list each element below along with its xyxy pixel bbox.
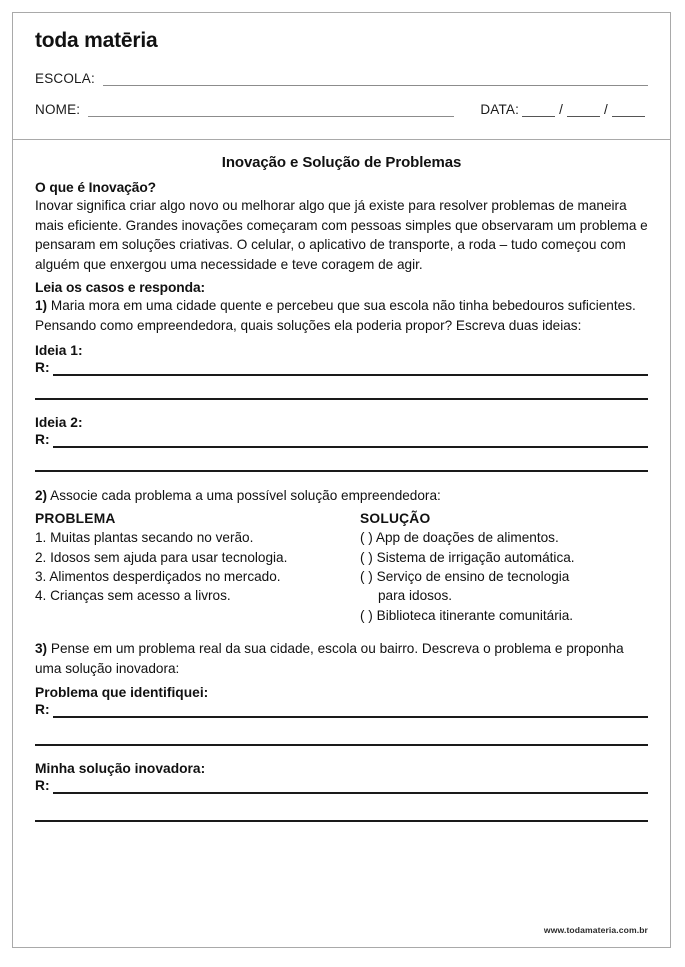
data-field-group: [480, 102, 648, 117]
problem-item: 3. Alimentos desperdiçados no mercado.: [35, 568, 281, 584]
data-year-input-line[interactable]: [612, 103, 645, 117]
escola-input-line[interactable]: [103, 72, 648, 86]
question-3-text: Pense em um problema real da sua cidade, escola ou bairro. Descreva o problema e proponha uma solução inovadora:: [35, 641, 624, 676]
identified-problem-answer-prefix: R:: [35, 702, 50, 718]
footer-url: www.todamateria.com.br: [543, 925, 648, 935]
problem-item: 4. Crianças sem acesso a livros.: [35, 588, 231, 604]
innovative-solution-answer-line-2[interactable]: [35, 820, 648, 822]
problem-column: [35, 511, 360, 625]
solution-item-text: App de doações de alimentos.: [375, 530, 559, 546]
question-1-number: 1): [35, 298, 48, 314]
solution-item[interactable]: [360, 606, 648, 625]
section-heading: Leia os casos e responda:: [35, 280, 206, 296]
identified-problem-label: Problema que identifiquei:: [35, 685, 209, 701]
innovative-solution-answer-line-1[interactable]: [53, 778, 648, 794]
solution-checkbox[interactable]: ( ): [360, 568, 373, 584]
solution-item-text: Sistema de irrigação automática.: [376, 549, 575, 565]
idea-1-label: Ideia 1:: [35, 342, 83, 358]
solution-column: [360, 511, 648, 625]
identified-problem-answer-row: [35, 702, 648, 718]
matching-exercise: [35, 511, 648, 625]
page-title: Inovação e Solução de Problemas: [221, 154, 462, 171]
intro-paragraph: Inovar significa criar algo novo ou melhorar algo que já existe para resolver problemas de maneira mais eficiente. Grandes inovações começaram com pessoas simples que observaram um problema e pensaram em soluções criativas. O celular, o aplicativo de transporte, a roda – tudo começou com alguém que enxergou uma necessidade e teve coragem de agir.: [35, 198, 648, 272]
question-1: [35, 296, 648, 335]
solution-checkbox[interactable]: ( ): [360, 530, 373, 546]
date-separator-2: /: [604, 102, 608, 117]
idea-2-answer-row: [35, 432, 648, 448]
problem-item: 1. Muitas plantas secando no verão.: [35, 530, 254, 546]
question-1-text: Maria mora em uma cidade quente e percebeu que sua escola não tinha bebedouros suficientes. Pensando como empreendedora, quais soluções ela poderia propor? Escreva duas ideias:: [35, 298, 636, 333]
date-separator-1: /: [559, 102, 564, 117]
idea-1-answer-row: [35, 360, 648, 376]
intro-heading: O que é Inovação?: [35, 180, 156, 195]
solution-column-header: SOLUÇÃO: [360, 511, 431, 527]
problem-item: 2. Idosos sem ajuda para usar tecnologia.: [35, 549, 288, 565]
data-day-input-line[interactable]: [522, 103, 555, 117]
idea-1-answer-line-1[interactable]: [53, 360, 648, 376]
nome-input-line[interactable]: [88, 103, 454, 117]
worksheet-body: [13, 140, 670, 822]
innovative-solution-answer-row: [35, 778, 648, 794]
idea-2-answer-prefix: R:: [35, 431, 50, 447]
idea-2-answer-line-1[interactable]: [53, 432, 648, 448]
solution-checkbox[interactable]: ( ): [360, 607, 373, 623]
solution-item[interactable]: [360, 567, 648, 606]
idea-1-answer-prefix: R:: [35, 359, 50, 375]
solution-item-text: Biblioteca itinerante comunitária.: [376, 607, 574, 623]
escola-label: ESCOLA:: [35, 71, 95, 86]
question-2-number: 2): [35, 487, 48, 503]
solution-item-text-continued: para idosos.: [378, 588, 453, 604]
innovative-solution-label: Minha solução inovadora:: [35, 761, 206, 777]
solution-item[interactable]: [360, 528, 648, 547]
question-2-text: Associe cada problema a uma possível solução empreendedora:: [50, 487, 441, 503]
worksheet-page: [12, 12, 671, 948]
data-month-input-line[interactable]: [567, 103, 600, 117]
nome-label: NOME:: [35, 102, 81, 117]
worksheet-header: [13, 13, 670, 140]
question-3-number: 3): [35, 641, 48, 657]
idea-2-label: Ideia 2:: [35, 414, 83, 430]
solution-checkbox[interactable]: ( ): [360, 549, 373, 565]
question-2: [35, 486, 648, 506]
nome-field-row: [35, 102, 648, 117]
solution-item[interactable]: [360, 548, 648, 567]
escola-field-row: [35, 71, 648, 86]
data-label: DATA:: [480, 102, 520, 117]
problem-column-header: PROBLEMA: [35, 511, 116, 527]
solution-item-text: Serviço de ensino de tecnologia: [376, 568, 570, 584]
innovative-solution-answer-prefix: R:: [35, 778, 50, 794]
identified-problem-answer-line-1[interactable]: [53, 702, 648, 718]
brand-logo: toda matēria: [35, 29, 158, 52]
question-3: [35, 639, 648, 678]
